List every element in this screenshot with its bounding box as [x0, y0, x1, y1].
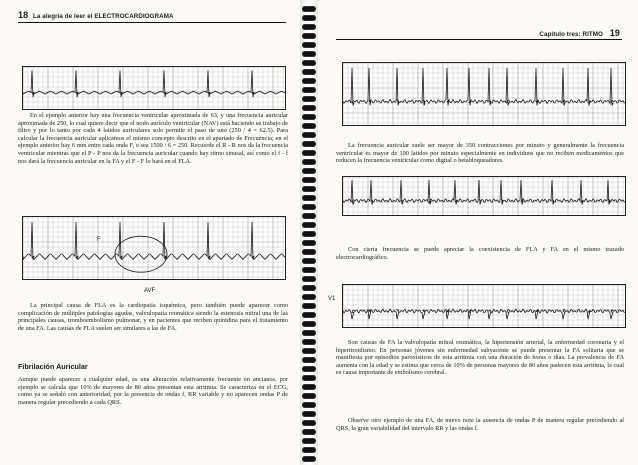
- left-page-number: 18: [18, 10, 29, 20]
- spiral-coil: [302, 330, 316, 336]
- right-page: [318, 0, 638, 465]
- spiral-coil: [302, 456, 316, 462]
- spiral-coil: [302, 69, 316, 75]
- spiral-coil: [302, 294, 316, 300]
- spiral-coil: [302, 384, 316, 390]
- spiral-coil: [302, 438, 316, 444]
- spiral-coil: [302, 258, 316, 264]
- spiral-coil: [302, 366, 316, 372]
- ecg-trace-af-1: [343, 63, 625, 125]
- spiral-coil: [302, 132, 316, 138]
- spiral-coil: [302, 150, 316, 156]
- spiral-coil: [302, 249, 316, 255]
- spiral-coil: [302, 51, 316, 57]
- ecg-trace-flutter: [23, 67, 285, 109]
- spiral-coil: [302, 303, 316, 309]
- strip-label-v1: V1: [328, 296, 336, 302]
- strip-label-avf: AVF: [144, 288, 156, 294]
- header-rule: [18, 22, 286, 23]
- spiral-coil: [302, 159, 316, 165]
- ecg-trace-avf: [23, 217, 285, 279]
- spiral-coil: [302, 78, 316, 84]
- spiral-coil: [302, 105, 316, 111]
- right-running-header: [539, 28, 620, 38]
- spiral-coil: [302, 267, 316, 273]
- spiral-coil: [302, 60, 316, 66]
- spiral-coil: [302, 123, 316, 129]
- right-paragraph-4: Observe otro ejemplo de una FA, de nuevo note la ausencia de ondas P de manera regular precediendo al QRS, la gran variabilidad del intervalo RR y las ondas f.: [336, 417, 624, 432]
- spiral-coil: [302, 357, 316, 363]
- ecg-strip-avf: [22, 216, 286, 280]
- spiral-coil: [302, 6, 316, 12]
- spiral-coil: [302, 186, 316, 192]
- spiral-coil: [302, 213, 316, 219]
- ecg-strip-v1: [342, 284, 626, 328]
- right-paragraph-2: Con cierta frecuencia se puede apreciar la coexistencia de FLA y FA en el mismo trazado electrocardiográfico.: [336, 246, 624, 261]
- spiral-coil: [302, 177, 316, 183]
- spiral-coil: [302, 375, 316, 381]
- ecg-strip-flutter: [22, 66, 286, 110]
- left-paragraph-2: La principal causa de FLA es la cardiopatía isquémica, pero también puede aparecer como complicación de múltiples patologías agudas, valvulopatía reumática siendo la estenosis mitral una de las principales causas, tromboembolismo pulmonar, y en pacientes que reciben quinidina para el tratamiento de una FA. Las causas de FLA suelen ser similares a las de FA.: [18, 302, 288, 332]
- spiral-coil: [302, 87, 316, 93]
- spiral-coil: [302, 429, 316, 435]
- spiral-coil: [302, 339, 316, 345]
- right-header-rule: [336, 39, 622, 40]
- spiral-coil: [302, 204, 316, 210]
- spiral-coil: [302, 195, 316, 201]
- spiral-coil: [302, 24, 316, 30]
- spiral-coil: [302, 402, 316, 408]
- spiral-coil: [302, 33, 316, 39]
- right-running-head: Capítulo tres: RITMO: [539, 31, 603, 38]
- spiral-coil: [302, 168, 316, 174]
- ecg-trace-mixed: [343, 177, 625, 215]
- right-paragraph-1: La frecuencia auricular suele ser mayor de 350 contracciones por minuto y generalmente la frecuencia ventricular es mayor de 100 latidos por minuto especialmente en individuos que no reciben medicamentos que reducen la frecuencia ventricular como digital o betabloqueadores.: [336, 142, 624, 165]
- spiral-coil: [302, 231, 316, 237]
- left-running-header: [18, 10, 174, 20]
- spiral-coil: [302, 393, 316, 399]
- left-paragraph-1: En el ejemplo anterior hay una frecuencia ventricular aproximada de 63, y una frecuencia auricular aproximada de 250, lo cual quiere decir que el nodo aurículo ventricular (NAV) está haciendo su trabajo de filtro y por lo tanto por cada 4 latidos auriculares solo permite el paso de uno (250 / 4 = 62.5). Para calcular la frecuencia auricular aplicamos el mismo concepto descrito en el apartado de Frecuencia; en el ejemplo anterior hay 6 mm entre cada onda F, o sea 1500 / 6 = 250. Recuerde el R - R nos da la frecuencia ventricular mientras que el P - P nos da la frecuencia auricular cuando hay ritmo sinusal, así como el f - f nos dará la frecuencia auricular en la FA y el F - F lo hará en el FLA.: [18, 112, 288, 165]
- spiral-binding: [300, 0, 318, 465]
- ecg-trace-v1: [343, 285, 625, 327]
- ecg-strip-af-1: [342, 62, 626, 126]
- spiral-coil: [302, 420, 316, 426]
- strip-label-f: F: [97, 237, 101, 243]
- spiral-coil: [302, 240, 316, 246]
- section-heading: Fibrilación Auricular: [18, 362, 88, 371]
- left-page: [0, 0, 300, 465]
- spiral-coil: [302, 15, 316, 21]
- spiral-coil: [302, 312, 316, 318]
- spiral-coil: [302, 42, 316, 48]
- spiral-coil: [302, 411, 316, 417]
- right-paragraph-3: Son causas de FA la valvulopatía mitral reumática, la hipertensión arterial, la enfermedad coronaria y el hipertiroidismo. En personas jóvenes sin enfermedad subyacente se puede presentar la FA solitaria que se manifiesta por episodios paroxísticos de esta arritmia con una duración de horas o días. La prevalencia de FA aumenta con la edad y se estima que cerca de 10% de personas mayores de 80 años padecen esta arritmia, la cual es causa importante de embolismo cerebral.: [336, 339, 624, 377]
- left-paragraph-3: Aunque puede aparecer a cualquier edad, es una alteración relativamente frecuente en ancianos, por ejemplo se calcula que 10% de mayores de 80 años presentan esta arritmia. Se caracteriza en el ECG, como ya se señaló con anterioridad, por la presencia de ondas f, RR variable y no aparecen ondas P de manera regular precediendo a cada QRS.: [18, 376, 288, 406]
- spiral-coil: [302, 285, 316, 291]
- spiral-coil: [302, 447, 316, 453]
- ecg-strip-mixed: [342, 176, 626, 216]
- spiral-coil: [302, 348, 316, 354]
- right-page-number: 19: [609, 28, 620, 38]
- spiral-coil: [302, 276, 316, 282]
- spiral-coil: [302, 96, 316, 102]
- spiral-coil: [302, 321, 316, 327]
- spiral-coil: [302, 114, 316, 120]
- spiral-coil: [302, 222, 316, 228]
- left-running-head: La alegría de leer el ELECTROCARDIOGRAMA: [33, 13, 174, 20]
- spiral-coil: [302, 141, 316, 147]
